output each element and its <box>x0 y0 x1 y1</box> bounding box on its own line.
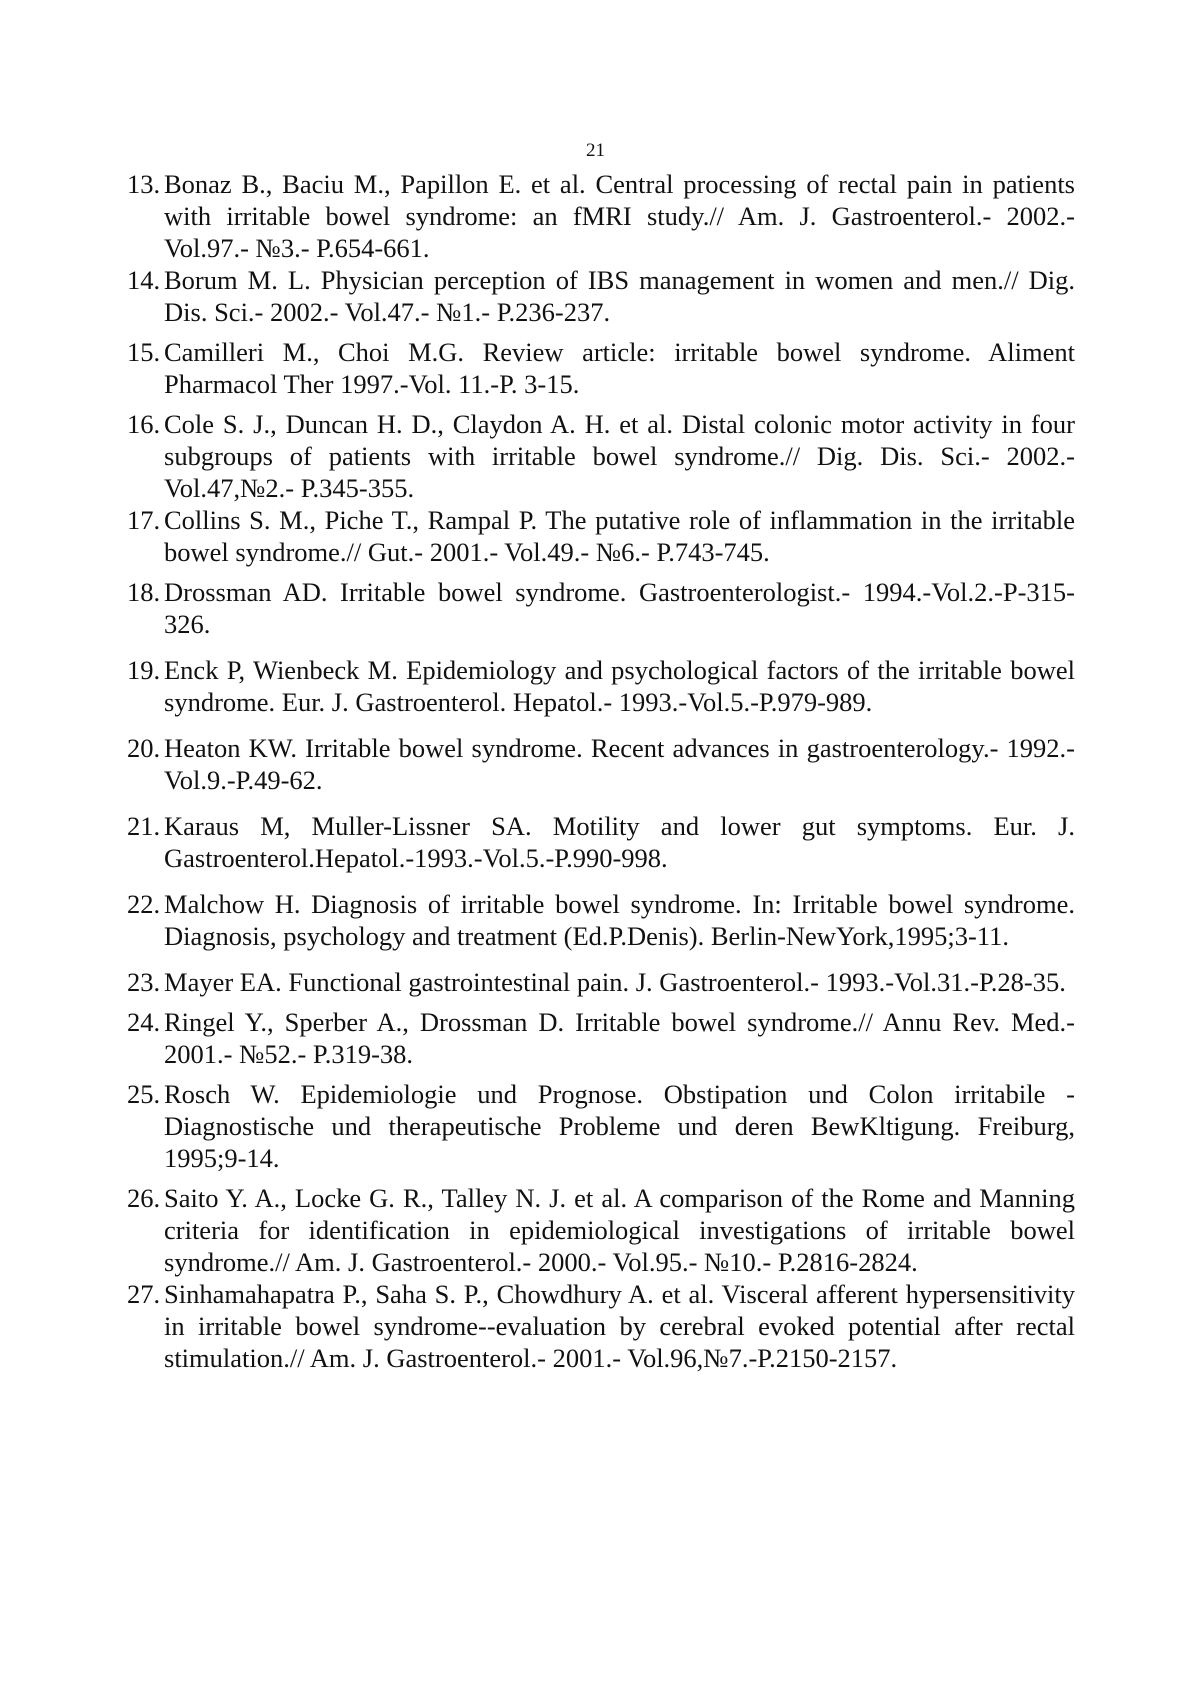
reference-item <box>127 336 1075 400</box>
reference-number: 22. <box>127 889 161 919</box>
reference-number: 23. <box>127 967 161 997</box>
reference-number: 25. <box>127 1079 161 1109</box>
reference-number: 14. <box>127 265 161 295</box>
reference-item <box>127 504 1075 568</box>
reference-list <box>127 168 1075 1374</box>
reference-item <box>127 264 1075 328</box>
reference-number: 13. <box>127 169 161 199</box>
reference-text: Malchow H. Diagnosis of irritable bowel syndrome. In: Irritable bowel syndrome. Diagnosis, psychology and treatment (Ed.P.Denis). Berlin-NewYork,1995;3-11. <box>164 889 1075 951</box>
reference-text: Collins S. M., Piche T., Rampal P. The putative role of inflammation in the irritable bowel syndrome.// Gut.- 2001.- Vol.49.- №6.- P.743-745. <box>164 505 1075 567</box>
reference-item <box>127 732 1075 796</box>
reference-number: 19. <box>127 655 161 685</box>
reference-number: 20. <box>127 733 161 763</box>
reference-text: Heaton KW. Irritable bowel syndrome. Recent advances in gastroenterology.- 1992.-Vol.9.-P.49-62. <box>164 733 1075 795</box>
page-number: 21 <box>586 140 605 161</box>
reference-number: 21. <box>127 811 161 841</box>
reference-text: Karaus M, Muller-Lissner SA. Motility and lower gut symptoms. Eur. J. Gastroenterol.Hepatol.-1993.-Vol.5.-P.990-998. <box>164 811 1075 873</box>
reference-item <box>127 576 1075 640</box>
reference-text: Drossman AD. Irritable bowel syndrome. Gastroenterologist.- 1994.-Vol.2.-P-315-326. <box>164 577 1075 639</box>
reference-text: Bonaz B., Baciu M., Papillon E. et al. Central processing of rectal pain in patients with irritable bowel syndrome: an fMRI study.// Am. J. Gastroenterol.- 2002.- Vol.97.- №3.- P.654-661. <box>164 169 1075 263</box>
reference-text: Camilleri M., Choi M.G. Review article: irritable bowel syndrome. Aliment Pharmacol Ther 1997.-Vol. 11.-P. 3-15. <box>164 337 1075 399</box>
reference-text: Sinhamahapatra P., Saha S. P., Chowdhury A. et al. Visceral afferent hypersensitivity in irritable bowel syndrome--evaluation by cerebral evoked potential after rectal stimulation.// Am. J. Gastroenterol.- 2001.- Vol.96,№7.-P.2150-2157. <box>164 1279 1075 1373</box>
reference-number: 16. <box>127 409 161 439</box>
reference-item <box>127 1078 1075 1174</box>
reference-item <box>127 1278 1075 1374</box>
reference-text: Borum M. L. Physician perception of IBS management in women and men.// Dig. Dis. Sci.- 2002.- Vol.47.- №1.- P.236-237. <box>164 265 1075 327</box>
reference-number: 18. <box>127 577 161 607</box>
reference-number: 15. <box>127 337 161 367</box>
reference-item <box>127 888 1075 952</box>
reference-text: Rosch W. Epidemiologie und Prognose. Obstipation und Colon irritabile - Diagnostische und therapeutische Probleme und deren BewKltigung. Freiburg, 1995;9-14. <box>164 1079 1075 1173</box>
reference-number: 24. <box>127 1007 161 1037</box>
reference-text: Mayer EA. Functional gastrointestinal pain. J. Gastroenterol.- 1993.-Vol.31.-P.28-35. <box>164 967 1066 997</box>
reference-text: Saito Y. A., Locke G. R., Talley N. J. et al. A comparison of the Rome and Manning criteria for identification in epidemiological investigations of irritable bowel syndrome.// Am. J. Gastroenterol.- 2000.- Vol.95.- №10.- P.2816-2824. <box>164 1183 1075 1277</box>
reference-item <box>127 1006 1075 1070</box>
reference-item <box>127 1182 1075 1278</box>
reference-item <box>127 408 1075 504</box>
reference-text: Ringel Y., Sperber A., Drossman D. Irritable bowel syndrome.// Annu Rev. Med.- 2001.- №52.- P.319-38. <box>164 1007 1075 1069</box>
reference-item <box>127 966 1075 998</box>
reference-item <box>127 654 1075 718</box>
reference-text: Cole S. J., Duncan H. D., Claydon A. H. et al. Distal colonic motor activity in four subgroups of patients with irritable bowel syndrome.// Dig. Dis. Sci.- 2002.- Vol.47,№2.- P.345-355. <box>164 409 1075 503</box>
reference-number: 26. <box>127 1183 161 1213</box>
reference-text: Enck P, Wienbeck M. Epidemiology and psychological factors of the irritable bowel syndrome. Eur. J. Gastroenterol. Hepatol.- 1993.-Vol.5.-P.979-989. <box>164 655 1075 717</box>
reference-number: 27. <box>127 1279 161 1309</box>
reference-item <box>127 810 1075 874</box>
reference-item <box>127 168 1075 264</box>
reference-number: 17. <box>127 505 161 535</box>
